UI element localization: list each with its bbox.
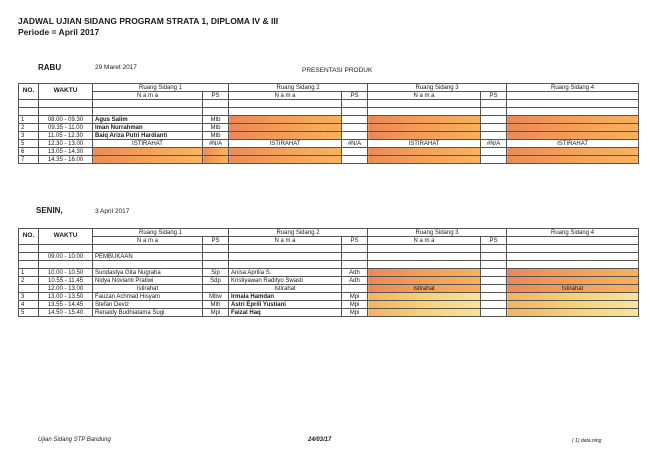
nama-header: N a m a: [229, 237, 342, 245]
table-row: 1 10.00 - 10.50 Sundastya Gita Nugraha Sip Anisa Aprilia S. Adh: [19, 269, 639, 277]
day1-header-row: [19, 84, 639, 92]
nama-header: N a m a: [368, 92, 481, 100]
day2-header-row: [19, 229, 639, 237]
table-row: 2 09.35 - 11.00 Iman Nurrahman Mtb: [19, 124, 639, 132]
ps-header: PS: [342, 237, 368, 245]
day2-date: 3 April 2017: [95, 208, 130, 215]
empty-cell: [507, 237, 639, 245]
nama-header: N a m a: [93, 92, 203, 100]
day1-event: PRESENTASI PRODUK: [302, 67, 373, 74]
room-4-header: Ruang Sidang 4: [507, 229, 639, 237]
nama-header: N a m a: [229, 92, 342, 100]
day2-spacer-row: [19, 261, 639, 269]
col-waktu-header: WAKTU: [39, 84, 93, 100]
day1-date: 29 Maret 2017: [95, 64, 137, 71]
ps-header: PS: [481, 237, 507, 245]
col-no-header: NO.: [19, 229, 39, 245]
day2-subheader-row: [19, 237, 639, 245]
day2-spacer-row: [19, 245, 639, 253]
day1-label: RABU: [38, 63, 62, 72]
table-row: 4 13.55 - 14.45 Stefan Deviz Mth Astri Eprili Yustiani Mpi: [19, 301, 639, 309]
table-row: 6 13.05 - 14.30: [19, 148, 639, 156]
room-1-header: Ruang Sidang 1: [93, 229, 229, 237]
table-row: 2 10.55 - 11.45 Nidya Novianti Pratiwi Sdp Kristiyawan Radityo Swasti Adh: [19, 277, 639, 285]
page-title: [18, 16, 278, 38]
room-2-header: Ruang Sidang 2: [229, 229, 368, 237]
ps-header: PS: [203, 92, 229, 100]
table-row: 7 14.35 - 16.00: [19, 156, 639, 164]
room-3-header: Ruang Sidang 3: [368, 229, 507, 237]
nama-header: N a m a: [368, 237, 481, 245]
table-row: 3 13.00 - 13.50 Fauzan Achmad Hisyam Mbw Irmala Hamdan Mpi: [19, 293, 639, 301]
empty-cell: [507, 92, 639, 100]
title-line-1: JADWAL UJIAN SIDANG PROGRAM STRATA 1, DIPLOMA IV & III: [18, 16, 279, 26]
table-row: 5 14.50 - 15.40 Renaldy Budhiatama Sugi Mpi Faizal Haq Mpi: [19, 309, 639, 317]
ps-header: PS: [481, 92, 507, 100]
day1-spacer-row: [19, 108, 639, 116]
day1-subheader-row: [19, 92, 639, 100]
col-no-header: NO.: [19, 84, 39, 100]
opening-row: 09.00 - 10.00 PEMBUKAAN: [19, 253, 639, 261]
table-row: 3 11.05 - 12.30 Baiq Ariza Putri Hardianti Mtb: [19, 132, 639, 140]
footer-right: ( 1) data ning: [572, 438, 602, 444]
room-1-header: Ruang Sidang 1: [93, 84, 229, 92]
room-3-header: Ruang Sidang 3: [368, 84, 507, 92]
table-row-break: 5 12.30 - 13.00 ISTIRAHAT #N/A ISTIRAHAT #N/A ISTIRAHAT #N/A ISTIRAHAT: [19, 140, 639, 148]
room-2-header: Ruang Sidang 2: [229, 84, 368, 92]
title-line-2: Periode = April 2017: [18, 27, 100, 37]
nama-header: N a m a: [93, 237, 203, 245]
day2-label: SENIN,: [36, 206, 63, 215]
room-4-header: Ruang Sidang 4: [507, 84, 639, 92]
ps-header: PS: [203, 237, 229, 245]
footer-date: 24/03/17: [308, 437, 332, 443]
break-row: 12.00 - 13.00 Istirahat Istirahat Istirahat Istirahat: [19, 285, 639, 293]
day2-schedule-table: [18, 228, 639, 317]
day1-spacer-row: [19, 100, 639, 108]
footer-left: Ujian Sidang STP Bandung: [38, 437, 111, 443]
day1-schedule-table: [18, 83, 639, 164]
col-waktu-header: WAKTU: [39, 229, 93, 245]
table-row: 1 08.00 - 09.30 Agus Salim Mtb: [19, 116, 639, 124]
ps-header: PS: [342, 92, 368, 100]
